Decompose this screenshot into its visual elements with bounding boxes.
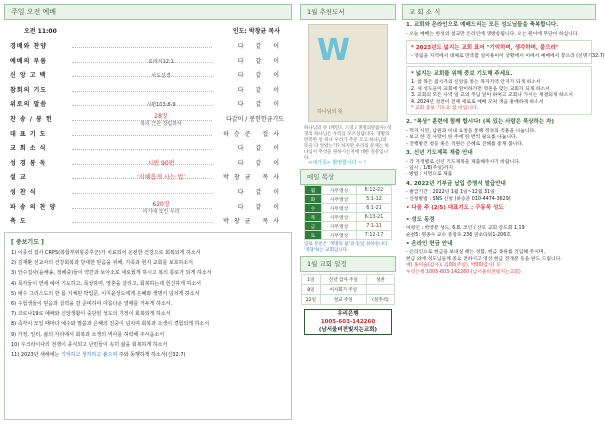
news-line: 예) 홍이슬(감사), 김00(주일), 박00(감사) 등 [406,263,501,269]
order-dots [72,149,212,150]
order-leader: 다 같 이 [237,57,284,65]
news-item [402,20,596,38]
book-cover-title: 하나님의 뜻 [317,109,343,115]
prayer-title: [ 중보기도 ] [11,239,44,246]
reading-tab: 매일 복상 [300,169,396,185]
order-leader: 다 같 이 [237,86,284,94]
reading-cell: 목 [305,213,322,222]
prayer-item: 6) 수험생들이 믿음과 실력을 잘 준비하여 아름다운 열매를 거두게 하소서. [11,301,173,308]
bank-box [304,309,392,335]
reading-cell: 사무엘상 [322,195,357,204]
order-leader: 다 같 이 [237,101,284,109]
schedule-cell: 이사회기 주일 [320,285,366,295]
news-line: 4. 2024년 성전이 전체 세로로 예배 모처 생음 홍배하게 하소서 [411,99,544,105]
book-tab: 1월 추천도서 [300,4,396,20]
order-row [10,69,284,83]
news-item [406,40,605,64]
reading-cell: 사무엘상 [322,213,357,222]
book-blurb: 하나님의 뜻 (케빈드 드영 / 생명의말씀사) 성경의 하나님은 우리를 모르셨답니다. 생활의 반복한 일 하나 우리가 주문 오고 하나님의 뜻을 다 알았는가? 하지만 우리의 문제는 하나님이 무엇을 원하시는지에 대한 질문입니다. [304,126,392,161]
news-heading: • 다음 주 (2/5) 대표기도 : 구동욱 성도 [406,205,504,212]
schedule-cell: 성찬 [366,275,394,285]
order-label: 파 송 의 찬 양 [10,203,57,211]
news-item [402,117,596,148]
reading-cell: 6:1-21 [356,204,391,213]
schedule-row [302,275,395,285]
schedule-table [301,274,395,305]
order-row [10,201,284,215]
order-row [10,113,284,127]
reading-cell: 사무엘상 [322,222,357,231]
reading-cell: 7:1-11 [356,222,391,231]
order-label: 성 찬 식 [10,189,37,196]
order-label: 예배의 부름 [10,57,48,65]
news-line: 순천5: 명종수 교수 중장포 236 연초타워1-206호 [406,232,511,238]
order-label: 축 도 [10,218,27,226]
news-tab: 교 회 소 식 [402,4,596,20]
bulletin-right-page [300,4,605,420]
news-list [402,20,605,276]
order-label: 성 경 봉 독 [10,159,47,167]
order-label: 참회의 기도 [10,86,48,94]
service-info [4,20,292,38]
news-line: * 교회 중보 기도요 참 바입니다. [411,105,479,111]
order-dots [72,135,212,136]
prayer-item: 1) 이종석 집사 CRPS(복합부위통증후군)가 치료되어 온전한 건강으로 회복되게 하소서 [11,250,201,256]
service-header: 주일 오전 예배 [4,4,292,20]
order-label: 찬 송 / 봉 헌 [10,116,53,123]
schedule-row [302,295,395,305]
prayer-item: 3) 안수집사(윤해송, 정해중)들이 약간과 보아소로 새로웠게 하시고 복의 통로가 되게 하소서 [11,270,212,277]
news-line: - 보고 한 진 사랑이 한 주에 한 번씩 필요를 나눕니다. [406,135,518,141]
news-item [402,203,596,215]
news-line: - 영잃을 지역에서 대체로 만족할 일이용이어 상황에서 이에서 예배에서 봉으라 (신명기32:7) [411,54,605,60]
reading-cell: 사무엘상 [322,186,357,195]
right-side-column [300,4,396,420]
reading-cell: 사무엘상 [322,231,357,240]
prayer-item: 10) 우크라이나의 전쟁이 종식되고 난민들이 속히 삶을 회복하게 하소서 [11,341,168,348]
news-item [402,148,596,179]
prayer-item: 5) 예수 그리스도의 한 몸 지체된 박입준, 이지윤성도에게 은혜와 생명이 넘치게 하소서 [11,290,200,297]
news-item [402,239,596,276]
order-row [10,157,284,171]
reading-cell: 사무엘상 [322,204,357,213]
schedule-cell: (설추석) [366,295,394,305]
news-line: · 방법 : 서면으로 제출 [406,172,453,178]
order-leader: 하승준 집사 [223,130,284,138]
bank-account: 1005-603-142260 [320,319,376,325]
news-heading: 1. 교회와 온라인으로 예배드리는 모든 성도님들을 축복합니다. [406,22,559,28]
order-leader: 박창균 목사 [223,174,284,182]
news-item [402,179,596,203]
schedule-cell: 8일 [302,285,321,295]
reading-row [305,186,392,195]
news-line: · 일시 : 1/8(주일)까지 [406,165,453,171]
order-detail: 사도신경 [151,73,171,80]
news-line: 1. 참 목은 집사가의 신앙을 통는 목자지역 안지가 되게 하소서 [411,80,541,86]
schedule-tab: 1월 교회 일정 [300,256,396,272]
news-line: 이청인 : 박영분 성도, 6.8, 코인 / 산모 교회 강도회 1.19 [406,226,525,232]
schedule-cell: 설교 주일 [320,295,366,305]
reading-cell: 6:12-22 [356,186,391,195]
schedule-cell [366,285,394,295]
order-label: 교 회 소 식 [10,145,47,153]
reading-note: 일로 본문은 '생명의 삶'과 동일 성하실니다. '적당'하는 교회입니다. [304,242,389,253]
news-column [402,4,605,420]
order-label: 위로의 말씀 [10,101,48,109]
order-detail: 시편103:8-9 [146,102,176,109]
service-lead: 인도: 박창균 목사 [232,28,280,35]
order-leader: 다같이 / 봉헌헌금기도 [225,116,284,123]
order-dots [72,47,212,48]
news-line: 헌금 외에 성도님들께 중요 전하시고 영상 헌금 전개분 등을 판도 드립니다. [406,256,562,262]
order-leader: 다 같 이 [237,159,284,167]
prayer-item: 4) 목자들이 연세 예어 기도하고, 목상하며, 영혼을 살리고, 회복하는데 헌신하게 하소서 [11,280,202,287]
schedule-cell: 신년 감사 주일 [320,275,366,285]
prayer-item: 8) 즉각이 모일 때마다 예수와 말씀과 은혜의 진중이 넘치며 회복과 소생이 경험되게 하소서 [11,321,210,328]
news-item [402,215,596,239]
reading-row [305,213,392,222]
order-row [10,142,284,156]
bank-holder: (남서울비전빛지는교회) [318,327,378,333]
reading-row [305,204,392,213]
news-line: - 먹지 시민, 남원과 이내 요청을 통해 정성의 적용을 나눕니다. [406,128,536,134]
order-leader: 다 같 이 [237,72,284,80]
order-detail: 620장 여기에 모인 우리 [142,200,180,215]
worship-order [4,40,292,230]
prayer-list [5,248,291,360]
service-time: 오전 11:00 [24,28,57,35]
reading-row [305,231,392,240]
order-row [10,186,284,200]
reading-row [305,195,392,204]
news-item [406,66,592,116]
reading-table [304,185,392,240]
news-heading: 4. 2022년 기부금 납입 증명서 발급안내 [406,180,506,187]
news-line: - 온라인으로 헌금을 보내실 때는 성함, 헌금 종류를 기입해 주시며, [406,250,545,256]
reading-cell: 7:12-17 [356,231,391,240]
news-heading: 3. 신년 기도제목 제출 안내 [406,150,473,157]
news-heading: * 넓지는 교회를 위해 중보 기도해 주세요. [411,70,513,77]
order-label: 대 표 기 도 [10,130,47,138]
order-leader: 박창균 목사 [223,218,284,226]
reading-cell: 6:13-21 [356,213,391,222]
news-line: 2. 새 성도들이 교회에 알이하가면 영혼을 맞는 교회가 되게 하소서 [411,86,550,92]
reading-cell: 수 [305,204,322,213]
prayer-item: 2) 김재환 선교사의 건강회복과 당대한 믿음을 위해, 가족과 현지 교회를 보호하소서 [11,260,194,267]
news-heading: * 2023년도 넓지는 교회 표어 "기억하며, 생각하며, 붙으라" [411,44,559,51]
reading-row [305,222,392,231]
order-row [10,215,284,229]
news-heading: 2. "복상" 훈련에 함께 합시다! (복 있는 사람은 묵상하는 자) [406,119,554,126]
order-detail: '지혜롭게 사는 법' [137,174,185,182]
news-line: - 각 가정별로 신년 기도제목을 제출해주시기 바랍니다. [406,159,521,165]
order-dots [72,91,212,92]
order-detail: 28장 복의 근원 강림하사 [140,113,182,127]
order-leader: 다 같 이 [237,189,284,196]
order-leader: 다 같 이 [237,43,284,50]
news-line: 3. 교회의 모든 사역 일 교의 주님 앞이 하며고 교회나 가시는 재결되게 하소서 [411,93,573,99]
reading-cell: 금 [305,222,322,231]
schedule-cell: 1일 [302,275,321,285]
bank-name: 우리은행 [337,311,359,317]
order-row [10,128,284,142]
book-cover-letter: W [317,33,351,68]
reading-cell: 토 [305,231,322,240]
order-row [10,84,284,98]
order-row [10,40,284,54]
order-label: 경배와 찬양 [10,43,48,50]
reading-cell: 화 [305,195,322,204]
book-cover [308,24,388,122]
reading-cell: 5:1-12 [356,195,391,204]
order-label: 신 앙 고 백 [10,72,47,80]
order-detail: 로마서12:1 [148,58,174,65]
bulletin-left-page [4,4,292,420]
reading-cell: 월 [305,186,322,195]
news-line: 우리은행 1005-603-142260 (남서울비전빛지는교회) [406,269,521,275]
welcome-tag: <세가족> 환영합니다 ~ ! [308,160,366,166]
news-heading: • 성도 동정 [406,216,435,223]
motto-highlight: 기억하고 생각하고 붙으며 [60,352,118,359]
news-line: - 발급기간 : 2022년 1월 1일~12월 31일 [406,190,495,196]
order-leader: 다 같 이 [237,203,284,211]
order-leader: 다 같 이 [237,145,284,153]
prayer-box [4,232,292,420]
order-label: 설 교 [10,174,27,182]
order-detail: 시편 90편 [147,159,175,167]
order-row [10,98,284,112]
news-heading: • 온라인 헌금 안내 [406,240,453,247]
schedule-row [302,285,395,295]
prayer-item: 7) 코로나19로 예배와 신앙생활이 중단된 성도의 기정이 회복되게 하소서 [11,311,171,318]
prayer-item: 11) 2023년 새해에는 기억하고 생각하고 붙으며 주와 동행하게 하소서(신32:7) [11,352,186,359]
news-line: - 오늘 예배는 한성의 설교만 온라인에 생방송됩니다. 오는 원이에 무단이 하십니다. [406,31,579,37]
news-line: - 신청방법 : SNS 신청 (하승준 010-4474-3629) [406,196,511,202]
order-row [10,55,284,69]
news-line: - 진행방건 청등 혹은 격원은 은혜로 진해를 좋게 봅니다. [406,141,524,147]
order-dots [72,193,212,194]
prayer-item: 9) 가정, 일터, 삶의 자리에서 회복과 소생의 역사를 허락해 주시옵소서 [11,331,165,338]
order-row [10,171,284,185]
schedule-cell: 22일 [302,295,321,305]
order-dots [72,222,212,223]
